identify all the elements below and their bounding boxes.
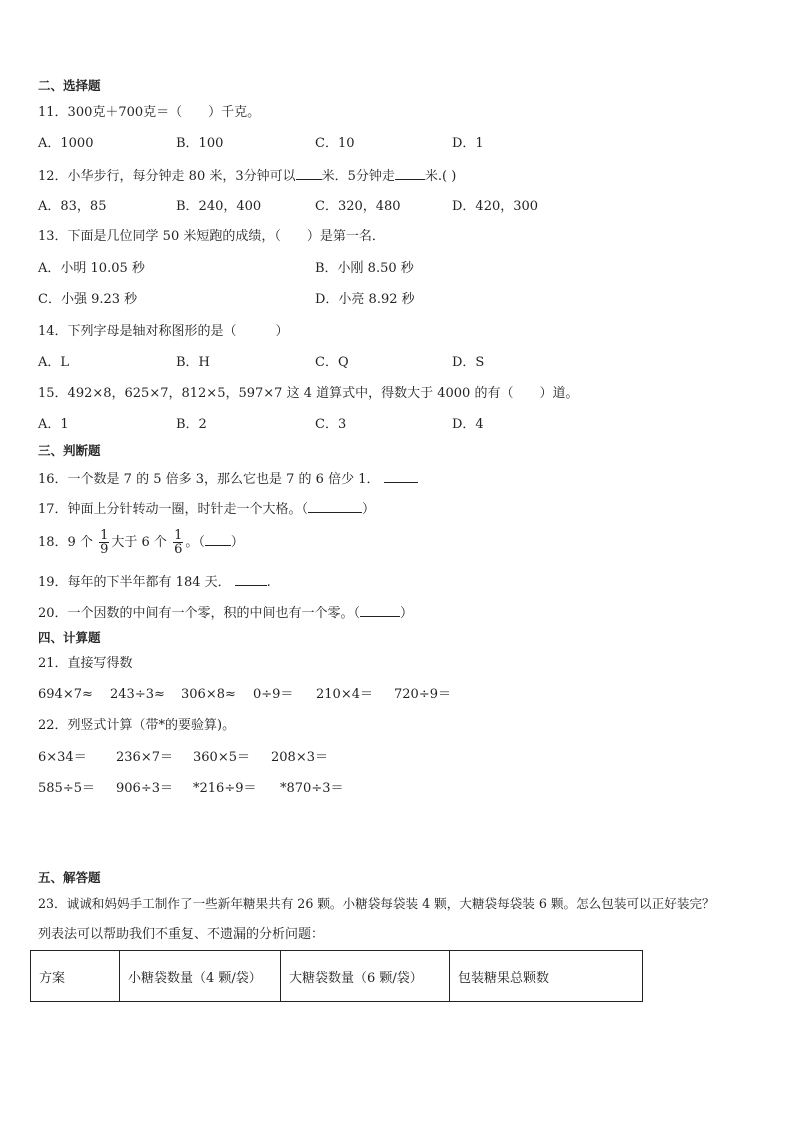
q22-item: *870÷3＝	[280, 781, 344, 796]
q22-item: *216÷9＝	[193, 781, 257, 796]
fraction-numerator: 1	[100, 528, 109, 543]
q11-option-b: B．100	[176, 136, 224, 151]
q13-option-b: B．小刚 8.50 秒	[315, 261, 414, 276]
q18-close: ）	[230, 535, 244, 550]
question-19	[38, 572, 271, 592]
q22-item: 208×3＝	[271, 750, 328, 765]
table-header-row	[31, 951, 643, 1002]
question-21: 21．直接写得数	[38, 656, 133, 671]
q22-item: 906÷3＝	[116, 781, 173, 796]
q22-item: 585÷5＝	[38, 781, 95, 796]
fraction-denominator: 6	[174, 542, 183, 557]
question-11: 11．300克＋700克＝（ ）千克。	[38, 105, 261, 120]
q21-item: 210×4＝	[316, 687, 373, 702]
q13-option-d: D．小亮 8.92 秒	[315, 292, 415, 307]
q14-option-a: A．L	[38, 355, 70, 370]
q14-option-d: D．S	[452, 355, 485, 370]
q20-close: ）	[400, 606, 414, 621]
q17-close: ）	[362, 502, 376, 517]
q12-option-d: D．420，300	[452, 199, 539, 214]
section-heading-calc: 四、计算题	[38, 630, 101, 645]
q12-blank-1	[296, 166, 322, 180]
q15-option-c: C．3	[315, 417, 347, 432]
fraction-one-sixth	[173, 529, 183, 556]
q11-option-a: A．1000	[38, 136, 94, 151]
q11-option-d: D．1	[452, 136, 484, 151]
q13-option-c: C．小强 9.23 秒	[38, 292, 138, 307]
table-header-cell: 方案	[31, 951, 120, 1002]
q21-item: 0÷9＝	[253, 687, 294, 702]
question-23: 23．诚诚和妈妈手工制作了一些新年糖果共有 26 颗。小糖袋每袋装 4 颗，大糖袋每袋装 6 颗。怎么包装可以正好装完？	[38, 896, 715, 911]
q16-answer-blank	[384, 469, 418, 483]
q19-answer-blank	[235, 572, 267, 586]
q20-stem: 20．一个因数的中间有一个零，积的中间也有一个零。（	[38, 606, 361, 621]
question-14: 14．下列字母是轴对称图形的是（ ）	[38, 324, 289, 339]
q21-item: 243÷3≈	[110, 687, 165, 702]
table-header-cell: 大糖袋数量（6 颗/袋）	[281, 951, 450, 1002]
question-15: 15．492×8，625×7，812×5，597×7 这 4 道算式中，得数大于 4000 的有（ ）道。	[38, 386, 579, 401]
q16-stem: 16．一个数是 7 的 5 倍多 3，那么它也是 7 的 6 倍少 1．	[38, 472, 380, 487]
q21-item: 306×8≈	[181, 687, 236, 702]
question-16	[38, 469, 418, 489]
plan-table	[30, 950, 643, 1002]
section-heading-choice: 二、选择题	[38, 78, 101, 93]
q12-option-c: C．320，480	[315, 199, 401, 214]
q11-option-c: C．10	[315, 136, 355, 151]
q13-option-a: A．小明 10.05 秒	[38, 261, 145, 276]
q14-option-b: B．H	[176, 355, 210, 370]
section-heading-solve: 五、解答题	[38, 870, 101, 885]
fraction-one-ninth	[99, 529, 109, 556]
q12-option-a: A．83，85	[38, 199, 107, 214]
question-20	[38, 603, 413, 623]
section-heading-judge: 三、判断题	[38, 443, 101, 458]
q23-hint: 列表法可以帮助我们不重复、不遗漏的分析问题：	[38, 927, 325, 942]
q21-item: 720÷9＝	[394, 687, 451, 702]
fraction-numerator: 1	[174, 528, 183, 543]
q19-end: .	[266, 575, 271, 590]
q12-stem-part-1: 12．小华步行，每分钟走 80 米，3分钟可以	[38, 169, 296, 184]
question-13: 13．下面是几位同学 50 米短跑的成绩，（ ）是第一名．	[38, 229, 385, 244]
table-header-cell: 包装糖果总颗数	[450, 951, 643, 1002]
q12-stem-part-2: 米．5分钟走	[321, 169, 395, 184]
q18-middle: 大于 6 个	[111, 535, 167, 550]
q17-stem: 17．钟面上分针转动一圈，时针走一个大格。（	[38, 502, 309, 517]
q14-option-c: C．Q	[315, 355, 349, 370]
q18-prefix: 18．9 个	[38, 535, 93, 550]
q15-option-a: A．1	[38, 417, 69, 432]
q15-option-d: D．4	[452, 417, 484, 432]
q15-option-b: B．2	[176, 417, 207, 432]
q12-blank-2	[395, 166, 425, 180]
q19-stem: 19．每年的下半年都有 184 天．	[38, 575, 231, 590]
fraction-denominator: 9	[100, 542, 109, 557]
q22-item: 236×7＝	[116, 750, 173, 765]
table-header-cell: 小糖袋数量（4 颗/袋）	[120, 951, 281, 1002]
q12-stem-part-3: 米.( )	[424, 169, 457, 184]
q22-item: 360×5＝	[193, 750, 250, 765]
q20-answer-blank	[360, 603, 400, 617]
q18-answer-blank	[205, 532, 231, 546]
q21-item: 694×7≈	[38, 687, 93, 702]
q12-option-b: B．240，400	[176, 199, 262, 214]
q17-answer-blank	[308, 499, 362, 513]
question-12	[38, 166, 456, 186]
question-22: 22．列竖式计算（带*的要验算)。	[38, 718, 236, 733]
question-18	[38, 524, 244, 562]
q18-post: 。（	[185, 535, 205, 550]
question-17	[38, 499, 375, 519]
q22-item: 6×34＝	[38, 750, 87, 765]
